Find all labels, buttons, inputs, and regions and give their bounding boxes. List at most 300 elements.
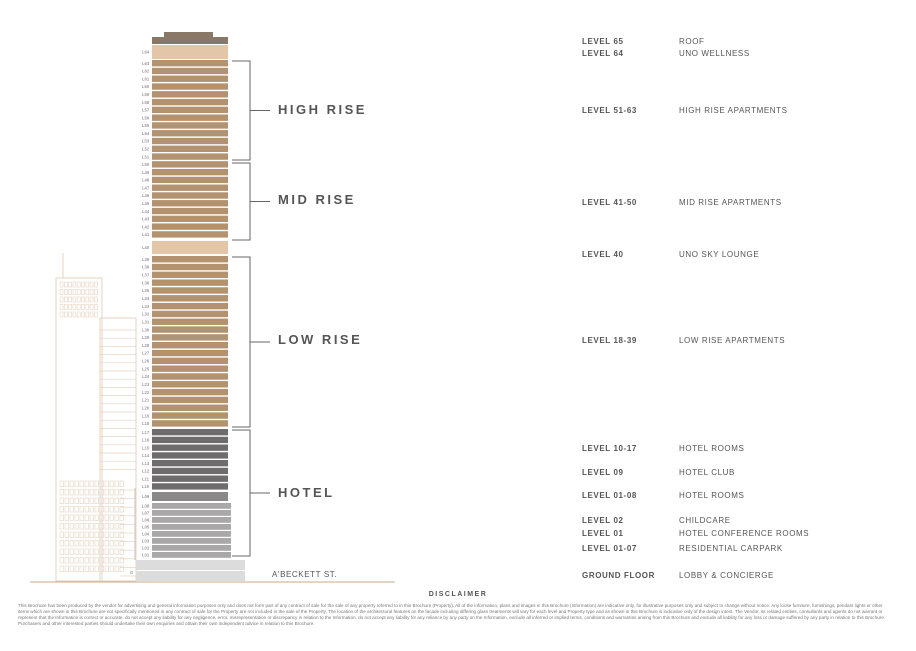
floor-number-label: L64 — [142, 49, 150, 55]
floor-band — [152, 517, 231, 523]
lower-building-window — [75, 558, 79, 564]
lower-building-window — [80, 524, 84, 530]
floor-number-label: L35 — [142, 288, 150, 294]
lower-building-window — [90, 498, 94, 504]
lower-building-window — [80, 515, 84, 521]
floor-band — [152, 130, 228, 136]
floor-number-label: L06 — [142, 517, 150, 523]
lower-building-window — [115, 541, 119, 547]
floor-number-label: L20 — [142, 405, 150, 411]
lower-building-window — [75, 490, 79, 496]
lower-building-window — [70, 481, 74, 487]
floor-number-label: L55 — [142, 123, 150, 129]
floor-band — [136, 571, 245, 581]
lower-building-window — [65, 490, 69, 496]
floor-number-label: L61 — [142, 76, 150, 82]
legend-description: HOTEL ROOMS — [679, 491, 745, 500]
lower-building-window — [115, 566, 119, 572]
lower-building-window — [90, 549, 94, 555]
floor-number-label: L23 — [142, 382, 150, 387]
floor-band — [152, 60, 228, 66]
floor-band — [152, 405, 228, 411]
lower-building-window — [90, 558, 94, 564]
lower-building-window — [60, 549, 64, 555]
floor-band — [152, 146, 228, 152]
lower-building-window — [70, 566, 74, 572]
left-building-window — [90, 297, 93, 302]
floor-number-label: L25 — [142, 366, 150, 372]
floor-number-label: L26 — [142, 358, 150, 364]
lower-building-window — [80, 532, 84, 538]
lower-building-window — [70, 515, 74, 521]
lower-building-window — [60, 490, 64, 496]
lower-building-window — [115, 490, 119, 496]
floor-number-label: L43 — [142, 216, 150, 222]
floor-number-label: L44 — [142, 208, 150, 214]
floor-number-label: L15 — [142, 445, 150, 451]
lower-building-window — [80, 541, 84, 547]
lower-building-window — [95, 549, 99, 555]
legend-description: UNO WELLNESS — [679, 49, 750, 58]
floor-band — [152, 397, 228, 403]
lower-building-window — [65, 515, 69, 521]
floor-band — [152, 365, 228, 371]
disclaimer-title: DISCLAIMER — [428, 591, 488, 598]
lower-building-window — [70, 524, 74, 530]
legend-level: LEVEL 09 — [582, 468, 624, 477]
legend-level: LEVEL 01 — [582, 529, 624, 538]
floor-band — [152, 334, 228, 340]
lower-building-window — [115, 558, 119, 564]
floor-number-label: L42 — [142, 224, 150, 230]
lower-building-window — [95, 532, 99, 538]
floor-band — [152, 319, 228, 325]
lower-building-window — [115, 532, 119, 538]
floor-band — [152, 68, 228, 74]
lower-building-window — [90, 490, 94, 496]
low-rise-label: LOW RISE — [278, 332, 363, 347]
left-building-window — [86, 297, 89, 302]
left-building-window — [73, 312, 76, 317]
lower-building-window — [70, 507, 74, 513]
floor-band — [152, 373, 228, 379]
lower-building-window — [65, 498, 69, 504]
lower-building-window — [95, 481, 99, 487]
floor-band — [152, 223, 228, 229]
floor-band — [152, 279, 228, 285]
lower-building-window — [115, 498, 119, 504]
floor-band — [152, 492, 228, 501]
floor-number-label: L33 — [142, 303, 150, 309]
left-building-window — [69, 305, 72, 310]
street-name: A'BECKETT ST. — [272, 570, 338, 579]
lower-building-window — [115, 515, 119, 521]
floor-band — [152, 429, 228, 435]
floor-band — [152, 552, 231, 558]
floor-number-label: L62 — [142, 68, 150, 74]
legend-level: LEVEL 01-08 — [582, 491, 637, 500]
legend-level: LEVEL 18-39 — [582, 336, 637, 345]
high-rise-bracket — [232, 61, 250, 160]
left-building-window — [69, 312, 72, 317]
floor-number-label: L50 — [142, 162, 150, 168]
left-building-window — [90, 312, 93, 317]
floor-number-label: L41 — [142, 232, 150, 238]
lower-building-window — [85, 558, 89, 564]
lower-building-window — [65, 481, 69, 487]
lower-building-window — [110, 490, 114, 496]
floor-band — [152, 524, 231, 530]
left-building-window — [69, 297, 72, 302]
left-building-window — [64, 282, 67, 287]
lower-building-window — [85, 532, 89, 538]
lower-building-window — [70, 549, 74, 555]
floor-number-label: L17 — [142, 429, 150, 435]
left-building-window — [69, 282, 72, 287]
floor-band — [152, 192, 228, 198]
left-building-window — [64, 290, 67, 295]
lower-building-window — [105, 532, 109, 538]
floor-number-label: L29 — [142, 335, 150, 341]
lower-building-window — [85, 498, 89, 504]
legend-description: HIGH RISE APARTMENTS — [679, 106, 788, 115]
floor-band — [152, 445, 228, 451]
lower-building-window — [90, 566, 94, 572]
left-building-window — [94, 305, 97, 310]
lower-building-window — [95, 490, 99, 496]
floor-number-label: L39 — [142, 256, 150, 262]
lower-building-window — [65, 507, 69, 513]
floor-band — [152, 99, 228, 105]
lower-building-window — [65, 524, 69, 530]
lower-building-window — [95, 498, 99, 504]
left-building-window — [90, 305, 93, 310]
lower-building-window — [90, 541, 94, 547]
floor-number-label: L05 — [142, 524, 150, 530]
lower-building-window — [90, 524, 94, 530]
lower-building-window — [60, 532, 64, 538]
floor-number-label: L09 — [142, 494, 150, 500]
legend-level: LEVEL 51-63 — [582, 106, 637, 115]
floor-number-label: L12 — [142, 468, 150, 474]
floor-number-label: L08 — [142, 503, 150, 509]
lower-building-window — [115, 507, 119, 513]
floor-number-label: L32 — [142, 311, 150, 317]
floor-number-label: L24 — [142, 374, 150, 380]
lower-building-window — [95, 515, 99, 521]
lower-building-window — [110, 549, 114, 555]
lower-building-window — [80, 507, 84, 513]
legend-description: HOTEL ROOMS — [679, 444, 745, 453]
left-building-window — [82, 305, 85, 310]
floor-band — [152, 531, 231, 537]
floor-band — [152, 185, 228, 191]
floor-number-label: L18 — [142, 421, 150, 427]
floor-number-label: L48 — [142, 177, 150, 183]
hotel-bracket — [232, 430, 250, 556]
left-building-window — [82, 297, 85, 302]
floor-band — [152, 208, 228, 214]
lower-building-window — [110, 524, 114, 530]
roof-level — [152, 37, 228, 44]
lower-building-window — [115, 481, 119, 487]
floor-band — [152, 303, 228, 309]
floor-number-label: L16 — [142, 437, 150, 443]
floor-number-label: L37 — [142, 272, 150, 278]
lower-building-window — [60, 481, 64, 487]
floor-band — [152, 231, 228, 237]
floor-number-label: L40 — [142, 245, 150, 251]
low-rise-bracket — [232, 257, 250, 427]
lower-building-window — [105, 490, 109, 496]
lower-building-window — [80, 566, 84, 572]
floor-number-label: L30 — [142, 327, 150, 333]
floor-number-label: L13 — [142, 460, 150, 466]
floor-number-label: L28 — [142, 342, 150, 348]
left-building-window — [60, 305, 63, 310]
floor-band — [152, 264, 228, 270]
floor-number-label: L11 — [142, 476, 149, 482]
lower-building-window — [105, 558, 109, 564]
floor-number-label: L45 — [142, 200, 150, 206]
mid-rise-label: MID RISE — [278, 192, 356, 207]
floor-band — [152, 161, 228, 167]
floor-number-label: L49 — [142, 169, 150, 175]
floor-number-label: L60 — [142, 84, 150, 90]
lower-building-window — [65, 541, 69, 547]
legend-level: LEVEL 64 — [582, 49, 624, 58]
lower-building-window — [90, 515, 94, 521]
lower-building-window — [110, 541, 114, 547]
lower-building-window — [85, 515, 89, 521]
lower-building-window — [85, 566, 89, 572]
left-building-window — [77, 305, 80, 310]
floor-band — [152, 510, 231, 516]
lower-building-window — [80, 498, 84, 504]
legend-level: GROUND FLOOR — [582, 571, 655, 580]
legend-description: CHILDCARE — [679, 516, 731, 525]
left-building-window — [86, 282, 89, 287]
lower-building-window — [120, 558, 124, 564]
floor-number-label: L04 — [142, 531, 150, 537]
lower-building-window — [115, 524, 119, 530]
lower-building-window — [85, 541, 89, 547]
floor-number-label: L51 — [142, 154, 150, 160]
lower-building-window — [80, 549, 84, 555]
floor-number-label: L52 — [142, 146, 150, 152]
floor-band — [136, 560, 245, 570]
floor-number-label: L31 — [142, 319, 150, 325]
lower-building-window — [90, 532, 94, 538]
floor-band — [152, 468, 228, 474]
lower-building-window — [85, 507, 89, 513]
lower-building-window — [80, 558, 84, 564]
roof-plant — [164, 32, 213, 37]
floor-number-label: L56 — [142, 115, 150, 121]
floor-band — [152, 389, 228, 395]
floor-band — [152, 358, 228, 364]
floor-number-label: L36 — [142, 280, 150, 286]
lower-building-window — [65, 566, 69, 572]
lower-building-window — [95, 558, 99, 564]
legend-description: HOTEL CLUB — [679, 468, 735, 477]
left-building-window — [73, 297, 76, 302]
lower-building-window — [60, 558, 64, 564]
lower-building-window — [105, 498, 109, 504]
floor-band — [152, 503, 231, 509]
zone-brackets — [232, 61, 270, 556]
left-building-window — [60, 297, 63, 302]
left-building-window — [60, 290, 63, 295]
lower-building-window — [105, 481, 109, 487]
floor-band — [152, 114, 228, 120]
legend-description: HOTEL CONFERENCE ROOMS — [679, 529, 810, 538]
left-building-window — [64, 297, 67, 302]
lower-building-window — [90, 481, 94, 487]
lower-building-window — [120, 549, 124, 555]
floor-band — [152, 107, 228, 113]
legend-level: LEVEL 65 — [582, 37, 624, 46]
left-building-window — [73, 290, 76, 295]
floor-band — [152, 76, 228, 82]
floor-band — [152, 138, 228, 144]
floor-band — [152, 272, 228, 278]
floor-band — [152, 153, 228, 159]
legend-description: RESIDENTIAL CARPARK — [679, 544, 783, 553]
floor-number-label: L10 — [142, 484, 150, 490]
lower-building-window — [110, 481, 114, 487]
left-building-window — [69, 290, 72, 295]
legend-description: MID RISE APARTMENTS — [679, 198, 782, 207]
floor-band — [152, 420, 228, 426]
left-building-window — [94, 282, 97, 287]
lower-building-window — [75, 515, 79, 521]
floor-band — [152, 437, 228, 443]
left-building-window — [86, 305, 89, 310]
mid-rise-bracket — [232, 163, 250, 240]
floor-number-label: L03 — [142, 538, 150, 544]
floor-band — [152, 483, 228, 489]
floor-band — [152, 177, 228, 183]
floor-band — [152, 476, 228, 482]
lower-building-window — [70, 558, 74, 564]
left-building-window — [60, 282, 63, 287]
lower-building-window — [85, 524, 89, 530]
floor-band — [152, 342, 228, 348]
lower-building-window — [75, 549, 79, 555]
lower-building-window — [105, 566, 109, 572]
lower-building-window — [70, 541, 74, 547]
floor-number-label: L07 — [142, 510, 150, 516]
floor-number-label: L47 — [142, 185, 150, 191]
floor-number-label: L34 — [142, 296, 150, 301]
floor-band — [152, 91, 228, 97]
lower-building-window — [60, 498, 64, 504]
lower-building-window — [110, 498, 114, 504]
left-building-window — [73, 305, 76, 310]
lower-building-window — [120, 481, 124, 487]
lower-building-window — [95, 524, 99, 530]
lower-building-window — [75, 507, 79, 513]
left-building-window — [73, 282, 76, 287]
left-building-window — [86, 290, 89, 295]
floor-number-label: L19 — [142, 413, 150, 419]
legend-level: LEVEL 41-50 — [582, 198, 637, 207]
legend-level: LEVEL 40 — [582, 250, 624, 259]
left-building-window — [94, 297, 97, 302]
floor-band — [152, 460, 228, 466]
floor-number-label: L38 — [142, 264, 150, 270]
left-building-window — [60, 312, 63, 317]
lower-building-window — [105, 524, 109, 530]
lower-building-window — [85, 481, 89, 487]
floor-band — [152, 295, 228, 301]
left-building-window — [90, 290, 93, 295]
lower-building-window — [110, 566, 114, 572]
lower-building-window — [75, 524, 79, 530]
legend-description: LOBBY & CONCIERGE — [679, 571, 774, 580]
floor-band — [152, 200, 228, 206]
lower-building-window — [75, 566, 79, 572]
floor-number-label: L27 — [142, 350, 150, 356]
lower-building-window — [85, 490, 89, 496]
lower-building-window — [105, 507, 109, 513]
lower-building-window — [90, 507, 94, 513]
lower-building-window — [65, 549, 69, 555]
legend-level: LEVEL 01-07 — [582, 544, 637, 553]
legend-description: ROOF — [679, 37, 705, 46]
lower-building-window — [110, 507, 114, 513]
lower-building-window — [60, 507, 64, 513]
lower-building-window — [70, 490, 74, 496]
left-building-window — [64, 305, 67, 310]
lower-building-window — [75, 532, 79, 538]
lower-building-window — [60, 541, 64, 547]
tower-floors — [130, 32, 245, 581]
floor-band — [152, 45, 228, 59]
floor-number-label: G — [130, 570, 134, 575]
floor-band — [152, 216, 228, 222]
left-building-window — [77, 282, 80, 287]
legend-description: UNO SKY LOUNGE — [679, 250, 760, 259]
lower-building-window — [95, 566, 99, 572]
floor-number-label: L46 — [142, 193, 150, 199]
floor-number-label: L58 — [142, 99, 150, 105]
legend-level: LEVEL 10-17 — [582, 444, 637, 453]
lower-building-window — [60, 566, 64, 572]
lower-building-window — [75, 498, 79, 504]
floor-number-label: L14 — [142, 453, 150, 459]
lower-building-window — [105, 541, 109, 547]
floor-band — [152, 83, 228, 89]
lower-building-window — [60, 515, 64, 521]
lower-building-window — [80, 481, 84, 487]
left-building-window — [82, 290, 85, 295]
lower-building-window — [115, 549, 119, 555]
left-building-window — [77, 312, 80, 317]
floor-band — [152, 452, 228, 458]
floor-band — [152, 545, 231, 551]
left-building-window — [82, 312, 85, 317]
floor-band — [152, 381, 228, 387]
lower-building-window — [105, 549, 109, 555]
legend-level: LEVEL 02 — [582, 516, 624, 525]
lower-building-window — [70, 532, 74, 538]
floor-number-label: L22 — [142, 389, 150, 395]
floor-band — [152, 122, 228, 128]
lower-building-window — [85, 549, 89, 555]
floor-number-label: L54 — [142, 130, 150, 136]
